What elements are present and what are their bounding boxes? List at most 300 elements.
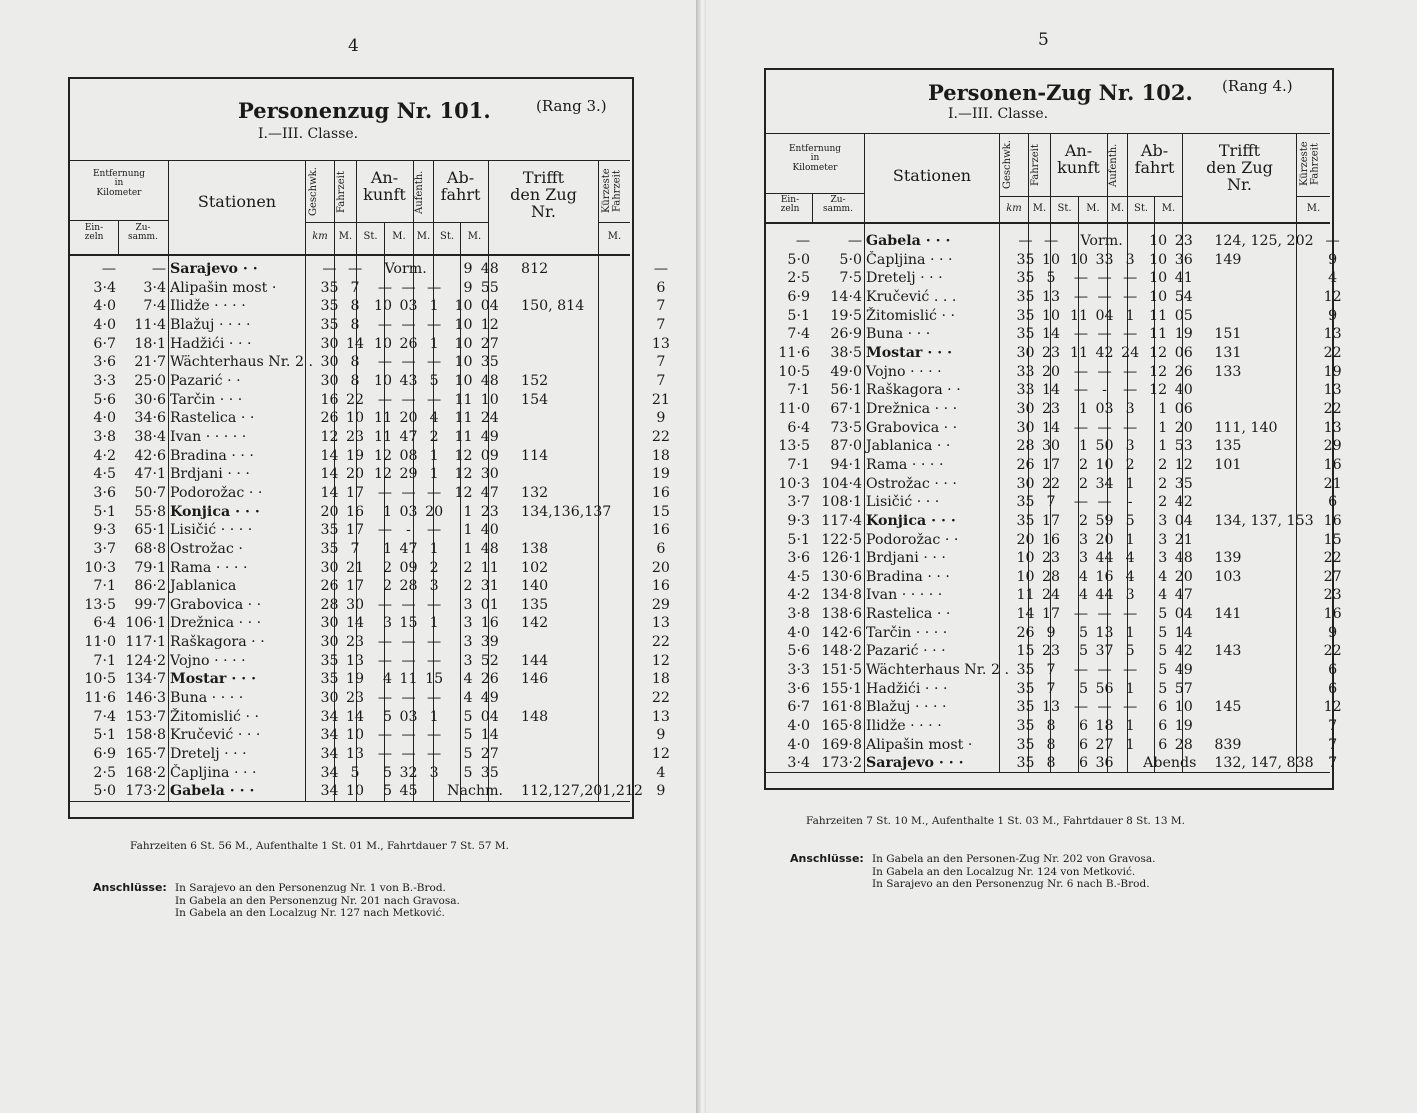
connecting-trains: 839 (1214, 736, 1242, 753)
distance-single: 4·2 (93, 447, 116, 464)
departure-hour: 10 (454, 298, 473, 315)
arrival-hour: — (377, 391, 393, 408)
speed: 14 (320, 484, 339, 501)
table-row (768, 419, 1350, 438)
arrival-hour: 5 (383, 764, 393, 781)
departure-hour: 11 (1149, 326, 1168, 343)
departure-hour: 12 (454, 447, 473, 464)
speed: 30 (1016, 400, 1035, 417)
arrival-min: 03 (399, 708, 418, 725)
departure-min: 49 (480, 690, 499, 707)
departure-hour: 2 (1158, 475, 1168, 492)
shortest-time: 7 (656, 354, 666, 371)
stop-time: 3 (1125, 400, 1135, 417)
departure-min: 57 (1174, 680, 1193, 697)
arrival-hour: — (1073, 699, 1089, 716)
connecting-trains: 139 (1214, 550, 1242, 567)
unit-min: M. (1161, 203, 1176, 214)
table-row (768, 568, 1350, 587)
departure-min: 06 (1174, 400, 1193, 417)
timetable (768, 232, 1350, 773)
travel-time: 8 (1046, 736, 1056, 753)
speed: 35 (1016, 326, 1035, 343)
connecting-trains: 134, 137, 153 (1214, 512, 1314, 529)
connection-line: In Gabela an den Localzug Nr. 127 nach Metković. (175, 907, 445, 919)
unit-min: M. (467, 231, 482, 242)
departure-min: 12 (480, 316, 499, 333)
shortest-time: 9 (656, 783, 666, 800)
departure-min: 23 (1174, 233, 1193, 249)
stop-time: — (1123, 606, 1138, 623)
departure-min: 28 (1174, 736, 1193, 753)
connections (93, 881, 460, 919)
stop-time: 4 (429, 410, 439, 427)
arrival-min: 16 (1095, 568, 1114, 585)
stop-time: 1 (1125, 736, 1135, 753)
table-row (72, 279, 677, 298)
distance-total: 117·1 (125, 634, 166, 651)
distance-single: 6·9 (787, 288, 810, 305)
speed: 30 (320, 615, 339, 632)
shortest-time: — (653, 261, 668, 277)
speed: 30 (1016, 475, 1035, 492)
arrival-min: 42 (1095, 344, 1114, 361)
departure-hour: 12 (1149, 382, 1168, 399)
distance-single: 3·7 (787, 494, 810, 511)
shortest-time: 9 (656, 727, 666, 744)
distance-total: 124·2 (125, 652, 166, 669)
shortest-time: 15 (651, 503, 670, 520)
travel-time: 28 (1042, 568, 1061, 585)
arrival-min: — (401, 690, 416, 707)
speed: 35 (1016, 512, 1035, 529)
stop-time: — (1123, 419, 1138, 436)
station-name: Čapljina · · · (170, 764, 257, 781)
distance-total: — (847, 233, 862, 249)
speed: 20 (320, 503, 339, 520)
shortest-time: 13 (1323, 326, 1342, 343)
connecting-trains (1198, 661, 1315, 680)
arrival-min: — (401, 279, 416, 296)
departure-min: 49 (1174, 662, 1193, 679)
distance-single: 4·0 (787, 624, 810, 641)
departure-hour: 10 (454, 354, 473, 371)
station-name: Žitomislić · · (170, 708, 259, 725)
distance-single: 4·5 (787, 568, 810, 585)
travel-time: 8 (350, 354, 360, 371)
distance-single: 2·5 (787, 270, 810, 287)
arrival-hour: — (377, 522, 393, 539)
table-row (72, 409, 677, 428)
travel-time: 8 (350, 372, 360, 389)
speed: 11 (1016, 587, 1035, 604)
connecting-trains (505, 316, 645, 335)
departure-min: 42 (1174, 494, 1193, 511)
connection-line: In Gabela an den Personenzug Nr. 201 nach Gravosa. (175, 894, 460, 907)
connecting-trains: 146 (521, 671, 549, 688)
speed: 34 (320, 764, 339, 781)
distance-total: 86·2 (134, 578, 166, 595)
station-name: Drežnica · · · (170, 615, 262, 632)
distance-single: 9·3 (787, 512, 810, 529)
departure-min: 54 (1174, 288, 1193, 305)
stop-time: 5 (429, 372, 439, 389)
distance-total: 67·1 (830, 400, 862, 417)
page-number: 5 (1038, 30, 1049, 50)
departure-min: 48 (1174, 550, 1193, 567)
travel-time: 10 (346, 783, 365, 800)
table-row (72, 652, 677, 671)
arrival-hour: 1 (383, 503, 393, 520)
distance-single: 6·4 (787, 419, 810, 436)
arrival-hour: 5 (1079, 680, 1089, 697)
departure-hour: 3 (463, 652, 473, 669)
travel-time: 30 (346, 596, 365, 613)
connecting-trains (505, 353, 645, 372)
stop-time: — (1123, 699, 1138, 716)
connecting-trains (1198, 586, 1315, 605)
arrival-hour: — (1073, 606, 1089, 623)
shortest-time: 4 (656, 764, 666, 781)
departure-min: 52 (480, 652, 499, 669)
arrival-hour: 1 (1079, 438, 1089, 455)
connecting-trains: 141 (1214, 606, 1242, 623)
departure-hour: 5 (463, 727, 473, 744)
distance-total: 148·2 (821, 643, 862, 660)
arrival-hour: — (1073, 288, 1089, 305)
arrival-hour: 5 (1079, 643, 1089, 660)
table-row (72, 633, 677, 652)
station-name: Konjica · · · (866, 512, 956, 529)
speed: 28 (1016, 438, 1035, 455)
stop-time: — (427, 690, 442, 707)
arrival-min: 47 (399, 428, 418, 445)
arrival-hour: — (1073, 270, 1089, 287)
arrival-hour: — (377, 316, 393, 333)
connections-label: Anschlüsse: (790, 852, 864, 865)
travel-time: 14 (1042, 326, 1061, 343)
distance-single: 4·0 (93, 298, 116, 315)
travel-time: 8 (350, 298, 360, 315)
station-name: Čapljina · · · (866, 251, 953, 268)
speed: 12 (320, 428, 339, 445)
departure-hour: 11 (454, 428, 473, 445)
travel-time: 9 (1046, 624, 1056, 641)
connecting-trains: 102 (521, 559, 549, 576)
travel-time: 22 (1042, 475, 1061, 492)
station-name: Dretelj · · · (866, 270, 943, 287)
connecting-trains: 101 (1214, 456, 1242, 473)
stop-time: 1 (1125, 531, 1135, 548)
distance-total: 47·1 (134, 466, 166, 483)
arrival-hour: 4 (383, 671, 393, 688)
speed: 35 (320, 298, 339, 315)
stop-time: — (427, 316, 442, 333)
stop-time (1119, 754, 1141, 773)
table-row (768, 717, 1350, 736)
shortest-time: 20 (651, 559, 670, 576)
departure-hour: 1 (463, 503, 473, 520)
distance-single: 7·1 (787, 382, 810, 399)
connecting-trains: 150, 814 (521, 298, 585, 315)
departure-min: 40 (480, 522, 499, 539)
header-single: Ein- zeln (780, 195, 800, 215)
station-name: Wächterhaus Nr. 2 . (866, 662, 1009, 679)
travel-time: 7 (1046, 680, 1056, 697)
stop-time: 1 (429, 615, 439, 632)
stop-time: — (427, 596, 442, 613)
station-name: Dretelj · · · (170, 746, 247, 763)
travel-time: 23 (346, 428, 365, 445)
travel-time: 23 (1042, 400, 1061, 417)
station-name: Lisičić · · · · (170, 522, 253, 539)
page-number: 4 (348, 36, 359, 56)
arrival-min: 29 (399, 466, 418, 483)
arrival-hour: 6 (1079, 755, 1089, 772)
table-row (72, 577, 677, 596)
table-row (768, 624, 1350, 643)
stop-time: 1 (429, 466, 439, 483)
departure-hour: 5 (463, 708, 473, 725)
connecting-trains (505, 335, 645, 354)
arrival-min: 44 (1095, 550, 1114, 567)
speed: 35 (1016, 288, 1035, 305)
shortest-time: 29 (651, 596, 670, 613)
speed: — (1018, 233, 1033, 249)
distance-single: 3·4 (787, 755, 810, 772)
arrival-hour: 12 (374, 447, 393, 464)
speed: 26 (1016, 456, 1035, 473)
distance-total: 122·5 (821, 531, 862, 548)
speed: 26 (320, 578, 339, 595)
table-row (72, 559, 677, 578)
header-connects: Trifft den Zug Nr. (1206, 141, 1273, 194)
distance-total: 19·5 (830, 307, 862, 324)
unit-min: M. (607, 231, 622, 242)
station-name: Mostar · · · (866, 344, 953, 361)
distance-total: 108·1 (821, 494, 862, 511)
distance-total: 158·8 (125, 727, 166, 744)
table-row (768, 232, 1350, 251)
station-name: Alipašin most · (170, 279, 277, 296)
shortest-time: 13 (651, 708, 670, 725)
shortest-time: 12 (651, 746, 670, 763)
unit-min: M. (1306, 203, 1321, 214)
connecting-trains: 151 (1214, 326, 1242, 343)
table-row (72, 540, 677, 559)
stop-time: — (1123, 662, 1138, 679)
stop-time: 2 (429, 428, 439, 445)
departure-min: 16 (480, 615, 499, 632)
stop-time: — (1123, 382, 1138, 399)
shortest-time: 22 (1323, 344, 1342, 361)
header-distance: Entfernung in Kilometer (788, 144, 842, 173)
arrival-hour: — (377, 690, 393, 707)
shortest-time: 16 (651, 522, 670, 539)
table-row (768, 493, 1350, 512)
rank-label: (Rang 4.) (1222, 77, 1293, 95)
speed: 35 (320, 540, 339, 557)
table-row (768, 288, 1350, 307)
connecting-trains (1198, 288, 1315, 307)
departure-hour: 3 (1158, 550, 1168, 567)
connecting-trains: 111, 140 (1214, 419, 1278, 436)
arrival-hour: 5 (383, 708, 393, 725)
arrival-min: — (401, 652, 416, 669)
header-shortest-time: Kürzeste Fahrzeit (601, 168, 623, 214)
arrival-hour: 5 (383, 783, 393, 800)
shortest-time: 13 (651, 335, 670, 352)
unit-hour: St. (1057, 203, 1072, 214)
travel-time: 17 (1042, 606, 1061, 623)
station-name: Tarčin · · · (170, 391, 243, 408)
speed: 14 (320, 447, 339, 464)
station-name: Bradina · · · (866, 568, 950, 585)
departure-hour: 3 (1158, 531, 1168, 548)
distance-total: 134·8 (821, 587, 862, 604)
table-row (768, 307, 1350, 326)
arrival-min: 37 (1095, 643, 1114, 660)
station-name: Sarajevo · · · (866, 755, 964, 772)
arrival-hour: — (1073, 326, 1089, 343)
travel-time: 17 (346, 522, 365, 539)
distance-single: 11·6 (84, 690, 116, 707)
stop-time: 2 (1125, 456, 1135, 473)
stop-time: 5 (1125, 512, 1135, 529)
travel-time: 19 (346, 447, 365, 464)
shortest-time: 12 (1323, 288, 1342, 305)
departure-min: 26 (1174, 363, 1193, 380)
arrival-hour: — (377, 596, 393, 613)
arrival-hour: — (377, 279, 393, 296)
distance-single: 3·6 (787, 680, 810, 697)
shortest-time: 22 (1323, 400, 1342, 417)
stop-time: 1 (429, 298, 439, 315)
station-name: Vojno · · · · (170, 652, 246, 669)
travel-time: 7 (350, 540, 360, 557)
arrival-min: — (1097, 699, 1112, 716)
connections (790, 852, 1156, 890)
arrival-min: 56 (1095, 680, 1114, 697)
arrival-hour: 10 (374, 335, 393, 352)
departure-min: 31 (480, 578, 499, 595)
distance-single: 4·0 (93, 316, 116, 333)
stop-time: 3 (429, 764, 439, 781)
stop-time: 1 (1125, 307, 1135, 324)
unit-min: M. (1086, 203, 1100, 214)
arrival-hour: 10 (374, 372, 393, 389)
table-row (768, 325, 1350, 344)
stop-time: — (427, 391, 442, 408)
header-departure: Ab- fahrt (1134, 141, 1175, 177)
speed: 16 (320, 391, 339, 408)
speed: 35 (320, 522, 339, 539)
stop-time: 3 (429, 578, 439, 595)
departure-hour: 5 (1158, 680, 1168, 697)
speed: 35 (1016, 736, 1035, 753)
header-travel-time: Fahrzeit (336, 171, 347, 213)
table-row (768, 736, 1350, 755)
stop-time: 15 (425, 671, 444, 688)
distance-single: 4·0 (787, 736, 810, 753)
unit-min: M. (416, 231, 431, 242)
travel-time: 13 (1042, 288, 1061, 305)
distance-single: — (795, 233, 810, 249)
arrival-hour: — (1073, 363, 1089, 380)
distance-total: 106·1 (125, 615, 166, 632)
distance-total: 173·2 (125, 783, 166, 800)
unit-min: M. (1032, 203, 1047, 214)
connecting-trains (505, 465, 645, 484)
table-row (72, 521, 677, 540)
departure-min: 04 (1174, 512, 1193, 529)
speed: 35 (1016, 251, 1035, 268)
speed: 33 (1016, 382, 1035, 399)
connecting-trains: 140 (521, 578, 549, 595)
station-name: Rama · · · · (170, 559, 248, 576)
distance-total: 161·8 (821, 699, 862, 716)
arrival-hour: 12 (374, 466, 393, 483)
distance-total: 153·7 (125, 708, 166, 725)
departure-hour: 2 (1158, 456, 1168, 473)
distance-total: 99·7 (134, 596, 166, 613)
stop-time: — (427, 634, 442, 651)
speed: 28 (320, 596, 339, 613)
departure-min: 35 (480, 764, 499, 781)
arrival-min: — (1097, 288, 1112, 305)
stop-time (423, 782, 445, 801)
departure-min: 40 (1174, 382, 1193, 399)
departure-hour: 12 (454, 466, 473, 483)
arrival-min: 43 (399, 372, 418, 389)
station-name: Raškagora · · (866, 382, 961, 399)
connecting-trains: 148 (521, 708, 549, 725)
speed: 35 (320, 652, 339, 669)
distance-single: — (101, 261, 116, 277)
speed: 30 (320, 559, 339, 576)
table-row (768, 344, 1350, 363)
travel-time: 14 (346, 708, 365, 725)
distance-single: 3·6 (93, 484, 116, 501)
shortest-time: 9 (1328, 624, 1338, 641)
arrival-hour: Vorm. (384, 261, 427, 277)
distance-total: 49·0 (830, 363, 862, 380)
station-name: Rama · · · · (866, 456, 944, 473)
connecting-trains: 132, 147, 838 (1214, 755, 1314, 772)
table-row (72, 297, 677, 316)
distance-total: 117·4 (821, 512, 862, 529)
station-name: Kručević · · · (170, 727, 261, 744)
travel-time: 23 (346, 690, 365, 707)
shortest-time: 19 (1323, 363, 1342, 380)
travel-time: 8 (350, 316, 360, 333)
departure-min: 27 (480, 335, 499, 352)
station-name: Sarajevo · · (170, 261, 258, 277)
station-name: Ostrožac · (170, 540, 243, 557)
table-row (72, 596, 677, 615)
table-row (72, 689, 677, 708)
table-row (768, 680, 1350, 699)
stop-time: 3 (1125, 251, 1135, 268)
departure-hour: 12 (454, 484, 473, 501)
travel-time: 21 (346, 559, 365, 576)
header-total: Zu- samm. (128, 223, 158, 243)
station-name: Blažuj · · · · (866, 699, 947, 716)
connecting-trains: 135 (1214, 438, 1242, 455)
stop-time: 1 (429, 447, 439, 464)
shortest-time: 4 (1328, 270, 1338, 287)
connecting-trains: 124, 125, 202 (1214, 233, 1314, 249)
